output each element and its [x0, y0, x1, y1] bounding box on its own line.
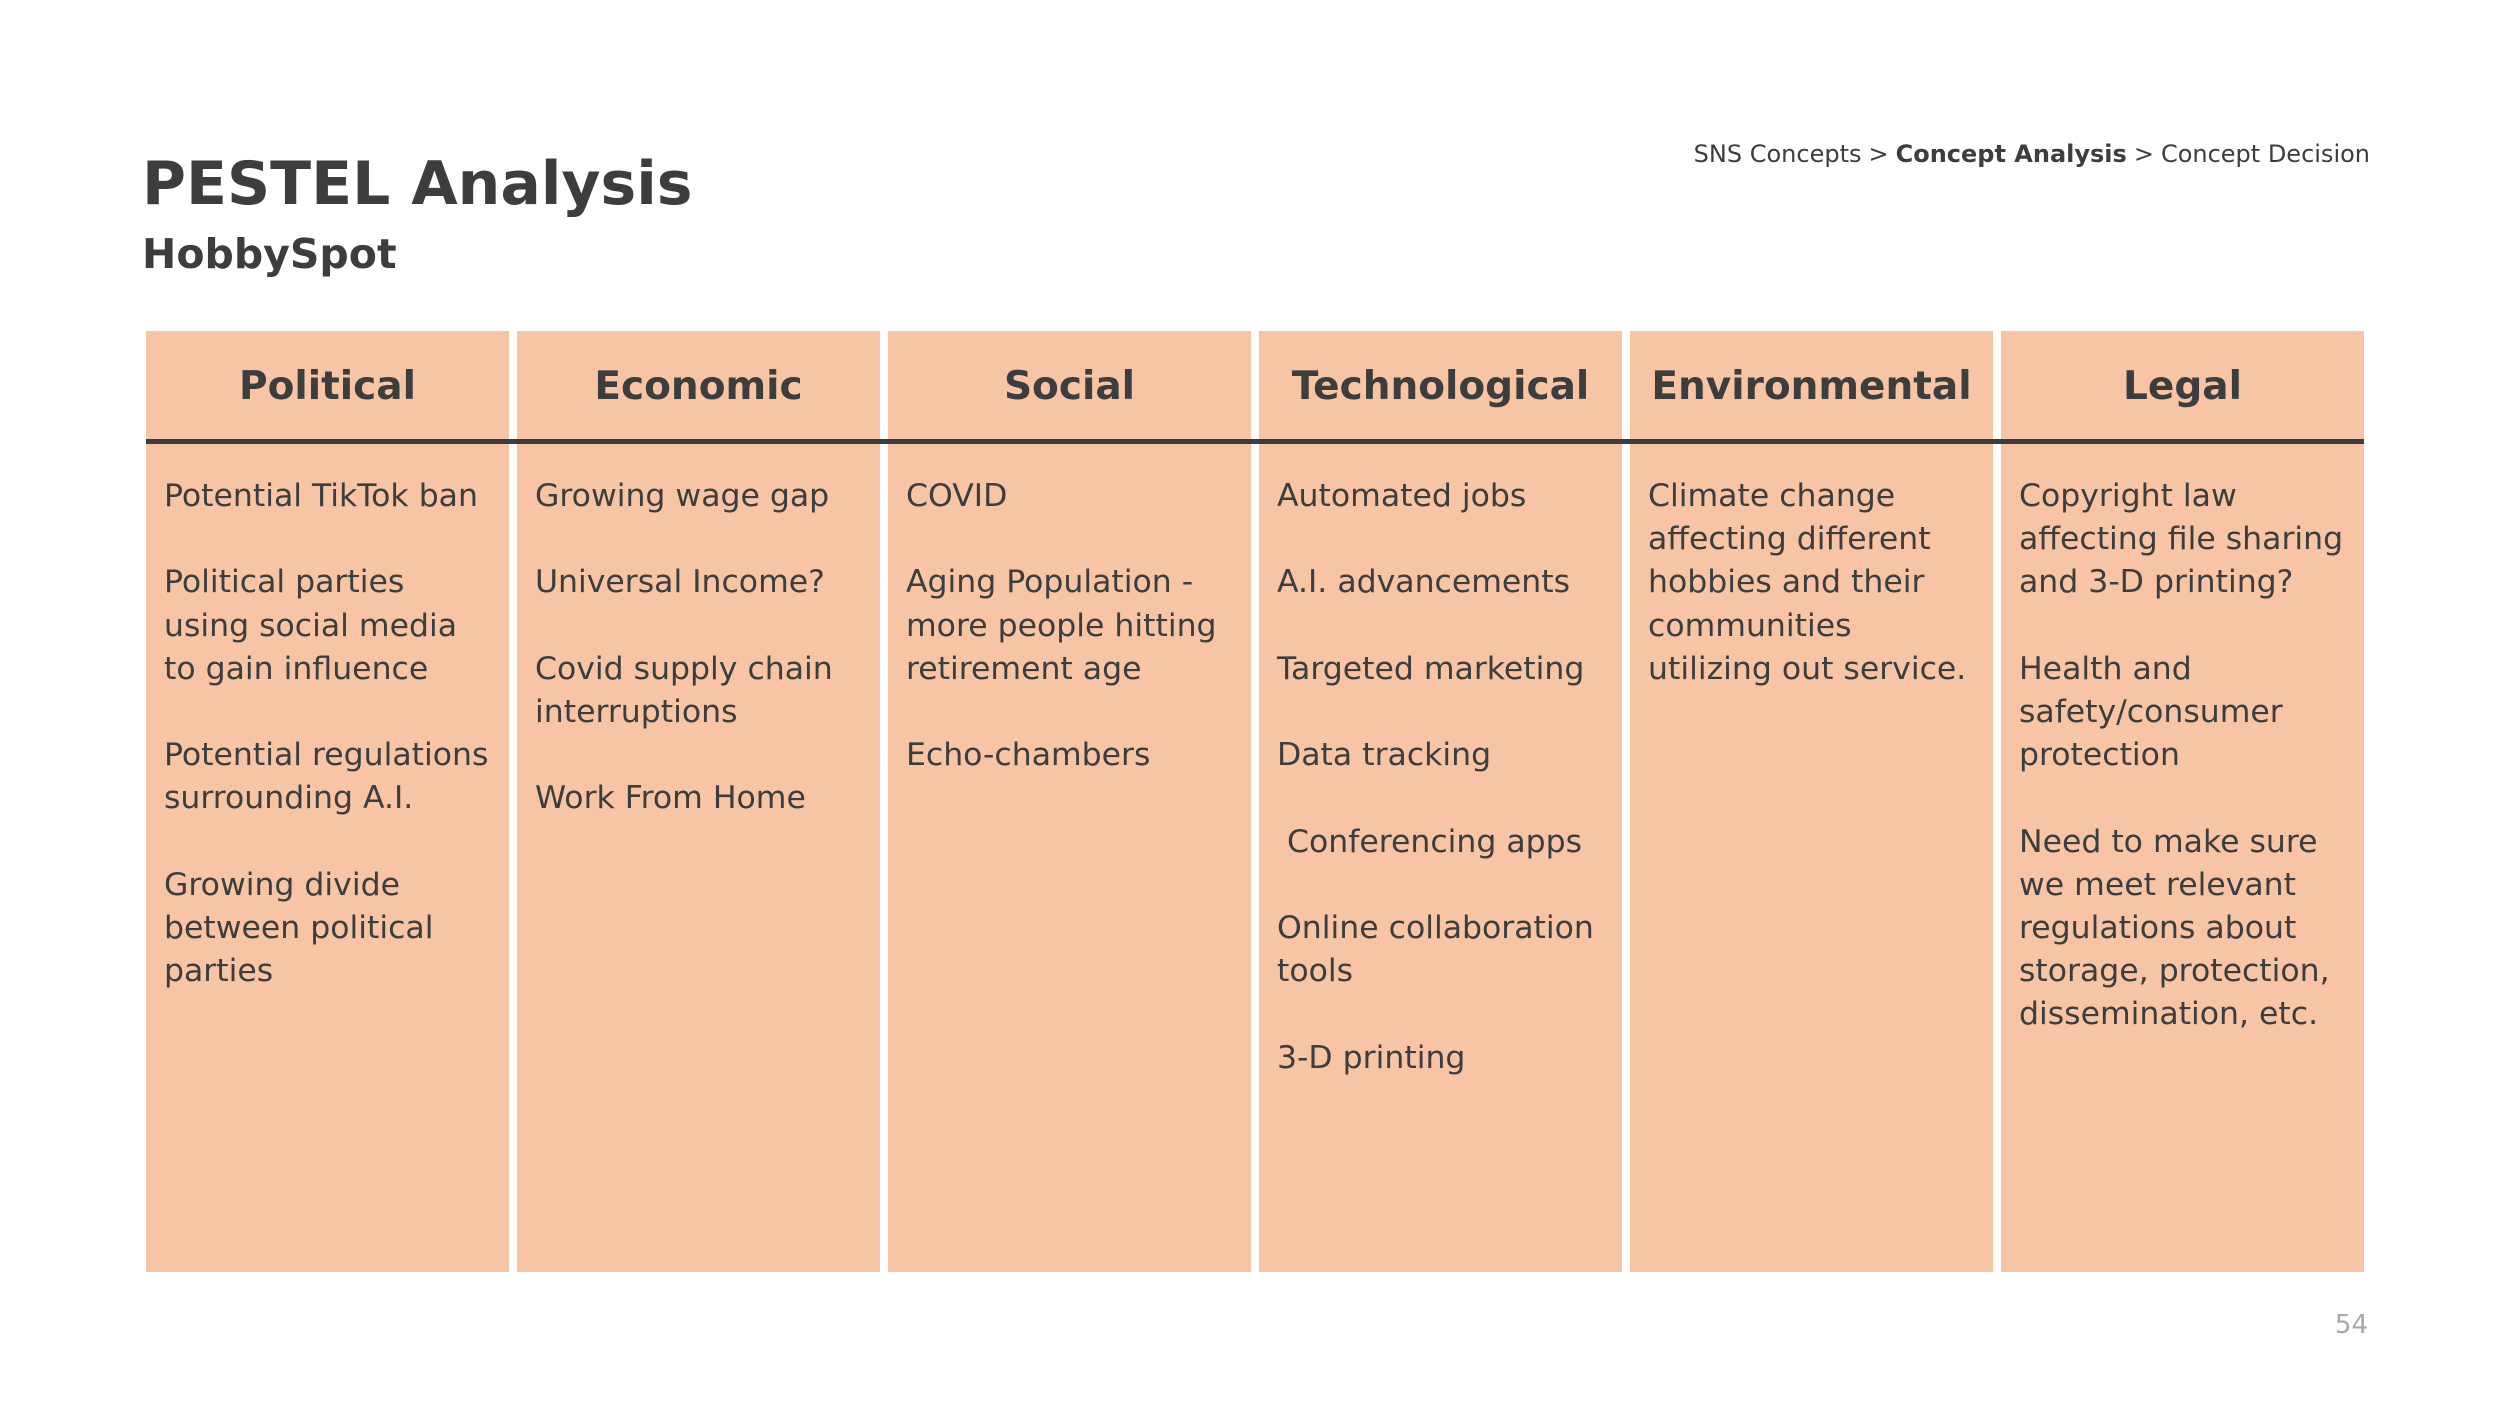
column-header: Social: [1003, 363, 1136, 409]
breadcrumb-item-concept-decision[interactable]: Concept Decision: [2160, 140, 2370, 168]
list-item: Aging Population - more people hitting retirement age: [906, 564, 1217, 687]
list-item: Need to make sure we meet relevant regulations about storage, protection, dissemination, etc.: [2019, 823, 2330, 1033]
breadcrumb-item-concept-analysis[interactable]: Concept Analysis: [1895, 140, 2127, 168]
list-item: Climate change affecting different hobbies and their communities utilizing out service.: [1648, 478, 1967, 687]
list-item: COVID: [906, 478, 1008, 514]
list-item: Health and safety/consumer protection: [2019, 650, 2283, 774]
column-header: Technological: [1291, 363, 1590, 409]
header-divider: [146, 439, 2364, 444]
column-header: Political: [239, 363, 416, 409]
column-political: [146, 331, 509, 1272]
list-item: 3-D printing: [1277, 1039, 1466, 1076]
page-subtitle: HobbySpot: [142, 230, 397, 278]
list-item: Universal Income?: [535, 564, 825, 601]
list-item: Potential TikTok ban: [164, 478, 478, 514]
column-body: [1630, 441, 1993, 691]
page-title: PESTEL Analysis: [142, 149, 693, 219]
column-body: [888, 441, 1251, 777]
breadcrumb-item-sns-concepts[interactable]: SNS Concepts: [1693, 140, 1862, 168]
list-item: Growing divide between political parties: [164, 866, 434, 990]
list-item: Political parties using social media to gain influence: [164, 564, 458, 687]
list-item: Growing wage gap: [535, 478, 830, 514]
list-item: Work From Home: [535, 780, 806, 817]
list-item: Covid supply chain interruptions: [535, 650, 833, 730]
breadcrumb-separator: >: [1868, 140, 1889, 168]
column-environmental: [1630, 331, 1993, 1272]
page-number: 54: [2334, 1310, 2368, 1340]
column-legal: [2001, 331, 2364, 1272]
list-item: Data tracking: [1277, 737, 1492, 774]
breadcrumb: [1694, 140, 2370, 168]
column-header: Environmental: [1651, 363, 1972, 409]
column-body: [1259, 441, 1622, 1080]
list-item: Echo-chambers: [906, 737, 1151, 774]
breadcrumb-separator: >: [2133, 140, 2154, 168]
pestel-table: [146, 331, 2364, 1272]
column-header: Legal: [2123, 363, 2242, 409]
list-item: Potential regulations surrounding A.I.: [164, 737, 489, 817]
column-technological: [1259, 331, 1622, 1272]
list-item: Automated jobs: [1277, 478, 1527, 514]
column-economic: [517, 331, 880, 1272]
column-body: [2001, 441, 2364, 1037]
column-social: [888, 331, 1251, 1272]
column-body: [146, 441, 509, 993]
list-item: Targeted marketing: [1277, 650, 1585, 687]
list-item: Conferencing apps: [1277, 823, 1583, 860]
column-body: [517, 441, 880, 821]
list-item: Copyright law affecting file sharing and 3-D printing?: [2019, 478, 2344, 601]
column-header: Economic: [594, 363, 803, 409]
list-item: A.I. advancements: [1277, 564, 1571, 601]
list-item: Online collaboration tools: [1277, 909, 1594, 990]
